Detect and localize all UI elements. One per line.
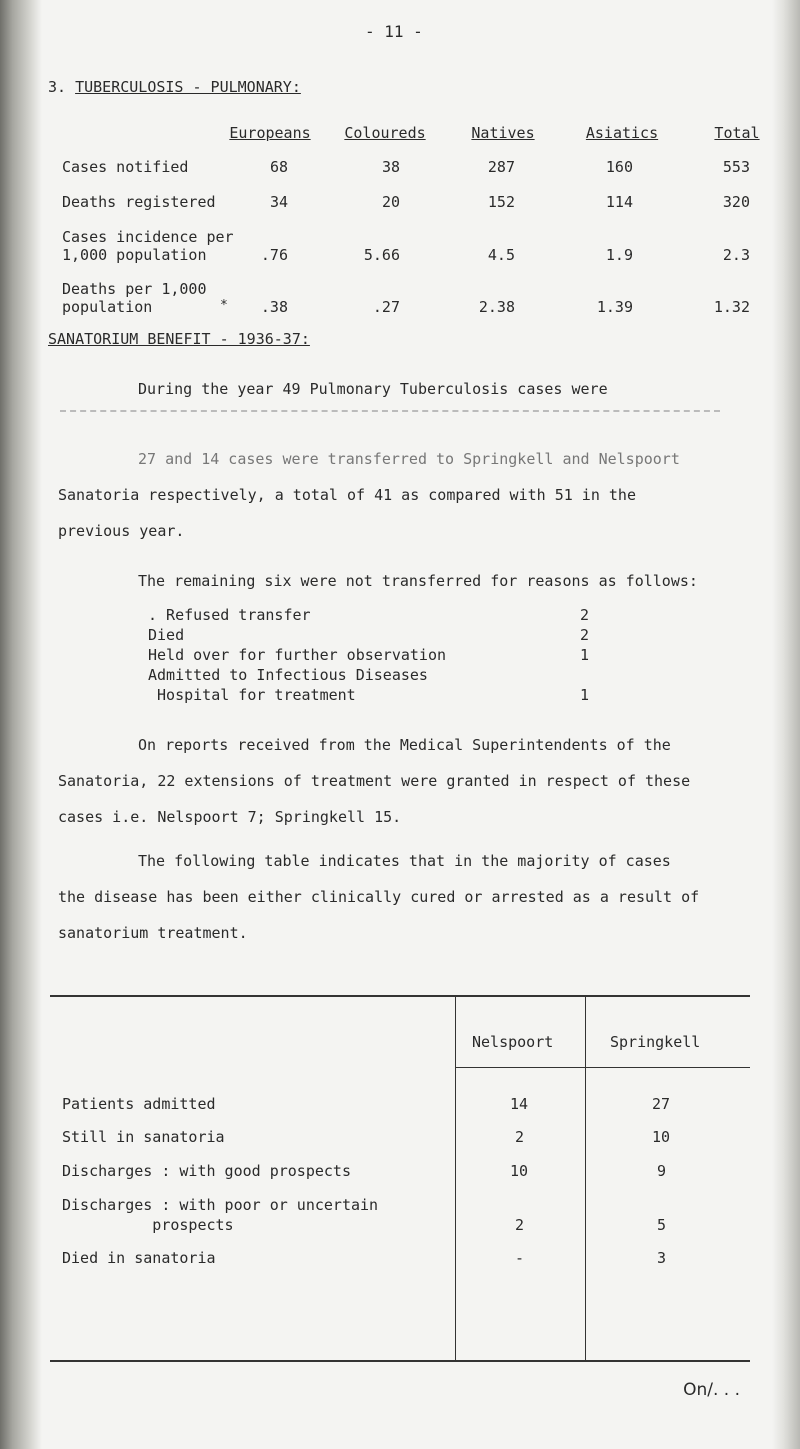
para2-line1: The remaining six were not transferred for reasons as follows: bbox=[138, 572, 698, 590]
para1-line2: 27 and 14 cases were transferred to Springkell and Nelspoort bbox=[138, 450, 680, 468]
page-edge-shadow-right bbox=[772, 0, 800, 1449]
cell: 20 bbox=[381, 193, 400, 211]
section-heading bbox=[48, 78, 301, 96]
cell: .27 bbox=[372, 298, 400, 316]
sanatorium-heading: SANATORIUM BENEFIT - 1936-37: bbox=[48, 330, 310, 348]
cell: 38 bbox=[381, 158, 400, 176]
cell: 14 bbox=[510, 1095, 529, 1113]
col-total: Total bbox=[714, 124, 760, 142]
col-springkell: Springkell bbox=[610, 1033, 701, 1051]
cell: 4.5 bbox=[487, 246, 515, 264]
para1-line4: previous year. bbox=[58, 522, 185, 540]
row-label-incidence-line1: Cases incidence per bbox=[62, 228, 234, 246]
para4-line1: The following table indicates that in the majority of cases bbox=[138, 852, 671, 870]
row-label-deaths-registered: Deaths registered bbox=[62, 193, 216, 211]
col-coloureds: Coloureds bbox=[344, 124, 426, 142]
reason-count: 1 bbox=[580, 686, 590, 704]
row-label-discharges-poor-line1: Discharges : with poor or uncertain bbox=[62, 1196, 379, 1214]
row-label-cases-notified: Cases notified bbox=[62, 158, 189, 176]
cell: 152 bbox=[487, 193, 515, 211]
cell: 287 bbox=[487, 158, 515, 176]
table-rule-top bbox=[50, 995, 750, 997]
para3-line1: On reports received from the Medical Superintendents of the bbox=[138, 736, 671, 754]
cell: 2 bbox=[515, 1128, 525, 1146]
col-asiatics: Asiatics bbox=[585, 124, 659, 142]
reason-count: 2 bbox=[580, 626, 590, 644]
para4-line3: sanatorium treatment. bbox=[58, 924, 248, 942]
row-label-deaths-per-line1: Deaths per 1,000 bbox=[62, 280, 207, 298]
reason-count: 2 bbox=[580, 606, 590, 624]
row-label-still-in-sanatoria: Still in sanatoria bbox=[62, 1128, 225, 1146]
reason-item: Admitted to Infectious Diseases bbox=[148, 666, 428, 684]
cell: 1.39 bbox=[596, 298, 633, 316]
row-label-patients-admitted: Patients admitted bbox=[62, 1095, 216, 1113]
reason-item: Died bbox=[148, 626, 185, 644]
cell: 3 bbox=[657, 1249, 667, 1267]
cell: 2.3 bbox=[722, 246, 750, 264]
cell: 68 bbox=[269, 158, 288, 176]
cell: 1.32 bbox=[713, 298, 750, 316]
cell: 2.38 bbox=[478, 298, 515, 316]
reason-count: 1 bbox=[580, 646, 590, 664]
cell: 9 bbox=[657, 1162, 667, 1180]
cell: 34 bbox=[269, 193, 288, 211]
row-label-incidence-line2: 1,000 population bbox=[62, 246, 207, 264]
cell: .76 bbox=[260, 246, 288, 264]
cell: .38 bbox=[260, 298, 288, 316]
row-label-discharges-poor-line2: prospects bbox=[62, 1216, 234, 1234]
cell: 553 bbox=[722, 158, 750, 176]
table-rule-bottom bbox=[50, 1360, 750, 1362]
para4-line2: the disease has been either clinically cured or arrested as a result of bbox=[58, 888, 700, 906]
cell: 10 bbox=[510, 1162, 529, 1180]
asterisk-marker: * bbox=[220, 298, 228, 313]
para3-line3: cases i.e. Nelspoort 7; Springkell 15. bbox=[58, 808, 402, 826]
reason-item: Held over for further observation bbox=[148, 646, 447, 664]
section-index: 3. bbox=[48, 78, 67, 96]
table-divider-label bbox=[455, 995, 456, 1360]
row-label-died-in-sanatoria: Died in sanatoria bbox=[62, 1249, 216, 1267]
table-divider-col bbox=[585, 995, 586, 1360]
cell: - bbox=[515, 1249, 525, 1267]
table-rule-header bbox=[455, 1067, 750, 1068]
cell: 5.66 bbox=[363, 246, 400, 264]
section-title: TUBERCULOSIS - PULMONARY: bbox=[75, 78, 301, 96]
cell: 2 bbox=[515, 1216, 525, 1234]
cell: 1.9 bbox=[605, 246, 633, 264]
para3-line2: Sanatoria, 22 extensions of treatment were granted in respect of these bbox=[58, 772, 691, 790]
page-edge-shadow-left bbox=[0, 0, 42, 1449]
col-nelspoort: Nelspoort bbox=[472, 1033, 554, 1051]
faded-strike-line bbox=[60, 410, 720, 418]
cell: 114 bbox=[605, 193, 633, 211]
reason-item: . Refused transfer bbox=[148, 606, 311, 624]
reason-item: Hospital for treatment bbox=[148, 686, 356, 704]
row-label-discharges-good: Discharges : with good prospects bbox=[62, 1162, 351, 1180]
col-natives: Natives bbox=[471, 124, 535, 142]
continuation-marker: On/. . . bbox=[683, 1380, 740, 1400]
row-label-deaths-per-line2: population bbox=[62, 298, 153, 316]
outcome-table bbox=[50, 995, 750, 1360]
para1-line3: Sanatoria respectively, a total of 41 as compared with 51 in the bbox=[58, 486, 636, 504]
cell: 10 bbox=[652, 1128, 671, 1146]
para1-line1: During the year 49 Pulmonary Tuberculosis cases were bbox=[138, 380, 608, 398]
cell: 160 bbox=[605, 158, 633, 176]
page-number: - 11 - bbox=[365, 22, 423, 41]
col-europeans: Europeans bbox=[229, 124, 311, 142]
cell: 5 bbox=[657, 1216, 667, 1234]
cell: 320 bbox=[722, 193, 750, 211]
cell: 27 bbox=[652, 1095, 671, 1113]
